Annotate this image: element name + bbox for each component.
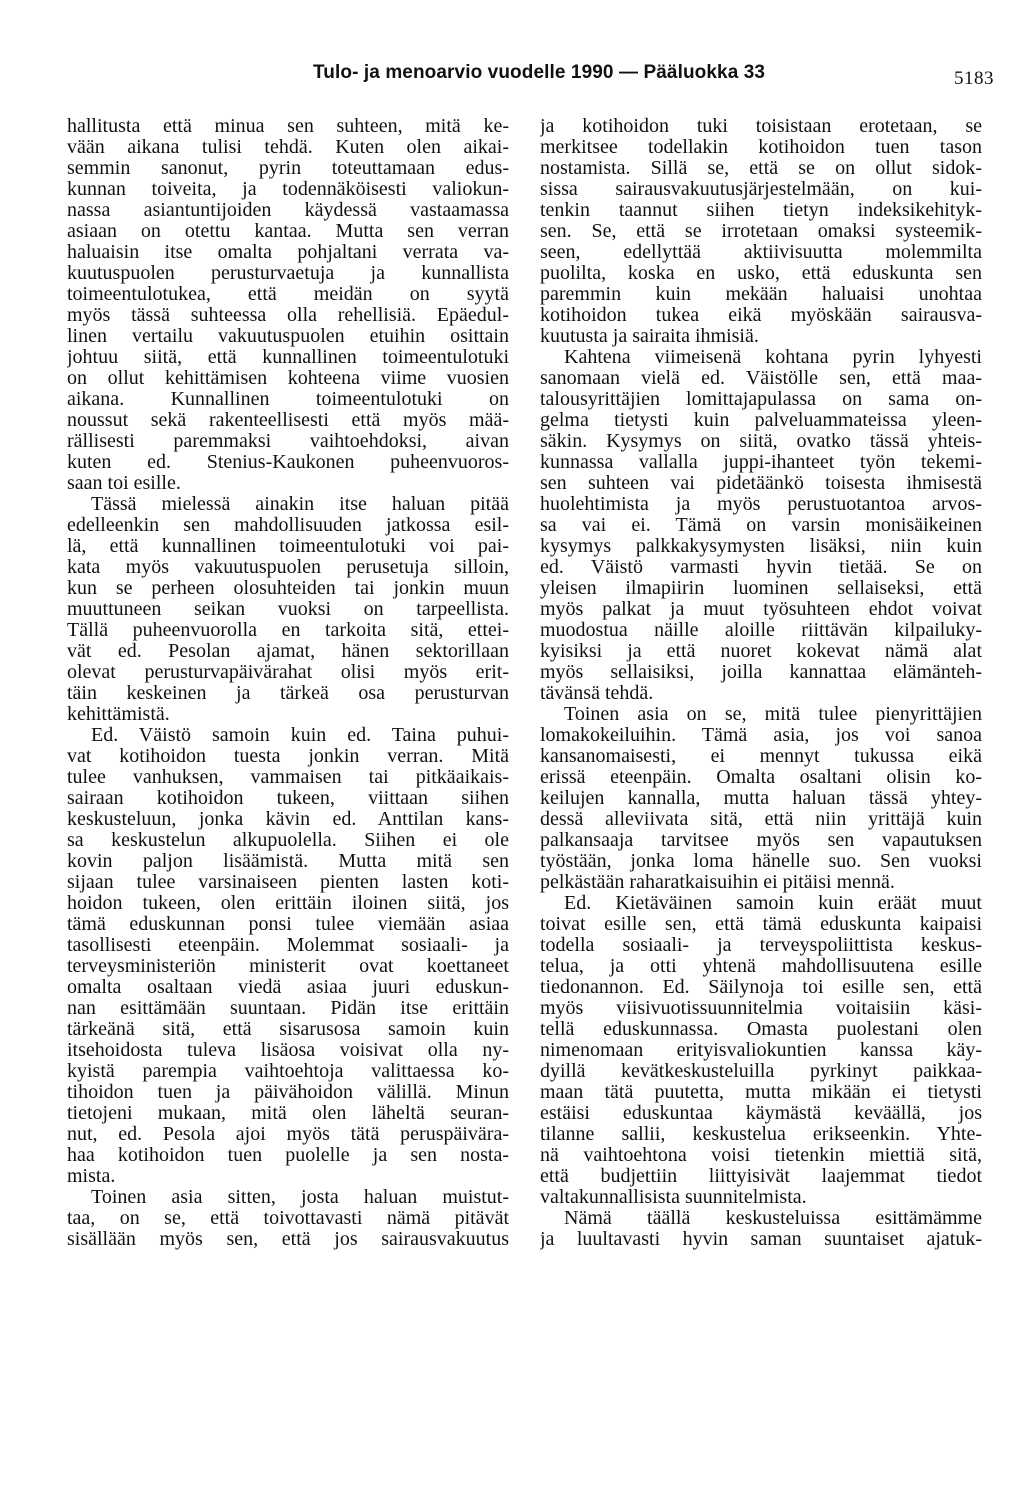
text-line: erissä eteenpäin. Omalta osaltani olisin ko-: [540, 767, 982, 788]
text-line: haa kotihoidon tuen puolelle ja sen nosta-: [67, 1145, 509, 1166]
text-line: nut, ed. Pesola ajoi myös tätä peruspäivära-: [67, 1124, 509, 1145]
text-line: tihoidon tuen ja päivähoidon välillä. Minun: [67, 1082, 509, 1103]
text-line: keskusteluun, jonka kävin ed. Anttilan kans-: [67, 809, 509, 830]
text-line: nassa asiantuntijoiden käydessä vastaamassa: [67, 200, 509, 221]
text-line: olevat perusturvapäivärahat olisi myös erit-: [67, 662, 509, 683]
text-line: gelma tietysti kuin palveluammateissa yleen-: [540, 410, 982, 431]
text-line: että budjettiin liittyisivät laajemmat tiedot: [540, 1166, 982, 1187]
text-line: kuutusta ja sairaita ihmisiä.: [540, 326, 759, 347]
text-line: tellä eduskunnassa. Omasta puolestani olen: [540, 1019, 982, 1040]
text-line: hoidon tukeen, olen erittäin iloinen siitä, jos: [67, 893, 509, 914]
text-line: Nämä täällä keskusteluissa esittämämme: [564, 1208, 982, 1229]
text-line: nimenomaan erityisvaliokuntien kanssa käy-: [540, 1040, 982, 1061]
text-line: kunnan toiveita, ja todennäköisesti valiokun-: [67, 179, 509, 200]
text-line: maan tätä puutetta, mutta mikään ei tietysti: [540, 1082, 982, 1103]
text-line: vään aikana tulisi tehdä. Kuten olen aikai-: [67, 137, 509, 158]
text-line: omalta osaltaan viedä asiaa juuri eduskun-: [67, 977, 509, 998]
text-line: ja kotihoidon tuki toisistaan erotetaan, se: [540, 116, 982, 137]
text-line: sa keskustelun alkupuolella. Siihen ei ole: [67, 830, 509, 851]
text-line: ed. Väistö varmasti hyvin tietää. Se on: [540, 557, 982, 578]
text-line: hallitusta että minua sen suhteen, mitä ke-: [67, 116, 509, 137]
text-line: lä, että kunnallinen toimeentulotuki voi pai-: [67, 536, 509, 557]
text-line: vät ed. Pesolan ajamat, hänen sektorillaan: [67, 641, 509, 662]
page-header: [0, 62, 1024, 92]
text-line: dessä alleviivata sitä, että niin yrittäjä kuin: [540, 809, 982, 830]
text-line: Tässä mielessä ainakin itse haluan pitää: [91, 494, 509, 515]
text-line: myös sellaisiksi, joilla kannattaa elämänteh-: [540, 662, 982, 683]
text-line: sa vai ei. Tämä on varsin monisäikeinen: [540, 515, 982, 536]
text-line: talousyrittäjien lomittajapulassa on sama on-: [540, 389, 982, 410]
text-line: sairaan kotihoidon tukeen, viittaan siihen: [67, 788, 509, 809]
text-line: aikana. Kunnallinen toimeentulotuki on: [67, 389, 509, 410]
text-line: taa, on se, että toivottavasti nämä pitävät: [67, 1208, 509, 1229]
right-text-column: [540, 116, 982, 1486]
text-line: merkitsee todellakin kotihoidon tuen tason: [540, 137, 982, 158]
text-line: sisällään myös sen, että jos sairausvakuutus: [67, 1229, 509, 1250]
text-line: edelleenkin sen mahdollisuuden jatkossa esil-: [67, 515, 509, 536]
text-line: kyistä parempia vaihtoehtoja valittaessa ko-: [67, 1061, 509, 1082]
text-line: Toinen asia sitten, josta haluan muistut-: [91, 1187, 509, 1208]
text-line: palkansaaja tarvitsee myös sen vapautuksen: [540, 830, 982, 851]
text-line: sijaan tulee varsinaiseen pienten lasten koti-: [67, 872, 509, 893]
text-line: sen. Se, että se irrotetaan omaksi systeemik-: [540, 221, 982, 242]
text-line: toimeentulotukea, että meidän on syytä: [67, 284, 509, 305]
text-line: sissa sairausvakuutusjärjestelmään, on kui-: [540, 179, 982, 200]
text-line: muodostua näille aloille riittävän kilpailuky-: [540, 620, 982, 641]
text-line: tärkeänä sitä, että sisarusosa samoin kuin: [67, 1019, 509, 1040]
text-line: todella sosiaali- ja terveyspoliittista keskus-: [540, 935, 982, 956]
text-line: täin keskeinen ja tärkeä osa perusturvan: [67, 683, 509, 704]
text-line: pelkästään raharatkaisuihin ei pitäisi mennä.: [540, 872, 895, 893]
text-line: seen, edellyttää aktiivisuutta molemmilta: [540, 242, 982, 263]
text-line: tiedonannon. Ed. Säilynoja toi esille sen, että: [540, 977, 982, 998]
text-line: myös tässä suhteessa olla rehellisiä. Epäedul-: [67, 305, 509, 326]
text-line: rällisesti paremmaksi vaihtoehdoksi, aivan: [67, 431, 509, 452]
text-line: säkin. Kysymys on siitä, ovatko tässä yhteis-: [540, 431, 982, 452]
text-line: asiaan on otettu kantaa. Mutta sen verran: [67, 221, 509, 242]
text-line: tietojeni mukaan, mitä olen läheltä seuran-: [67, 1103, 509, 1124]
text-line: nä vaihtoehtona voisi tietenkin miettiä sitä,: [540, 1145, 982, 1166]
text-line: tulee vanhuksen, vammaisen tai pitkäaikais-: [67, 767, 509, 788]
text-line: vat kotihoidon tuesta jonkin verran. Mitä: [67, 746, 509, 767]
text-line: telua, ja otti yhtenä mahdollisuutena esille: [540, 956, 982, 977]
text-line: ja luultavasti hyvin saman suuntaiset ajatuk-: [540, 1229, 982, 1250]
text-line: Tällä puheenvuorolla en tarkoita sitä, ettei-: [67, 620, 509, 641]
text-line: itsehoidosta tuleva lisäosa voisivat olla ny-: [67, 1040, 509, 1061]
running-title: Tulo- ja menoarvio vuodelle 1990 — Pääluokka 33: [313, 62, 766, 83]
text-line: kunnassa vallalla juppi-ihanteet työn tekemi-: [540, 452, 982, 473]
text-line: tävänsä tehdä.: [540, 683, 654, 704]
text-line: toivat esille sen, että tämä eduskunta kaipaisi: [540, 914, 982, 935]
text-line: linen vertailu vakuutuspuolen etuihin osittain: [67, 326, 509, 347]
text-line: Toinen asia on se, mitä tulee pienyrittäjien: [564, 704, 982, 725]
text-line: kansanomaisesti, ei mennyt tukussa eikä: [540, 746, 982, 767]
text-line: keilujen kannalla, mutta haluan tässä yhtey-: [540, 788, 982, 809]
text-line: myös viisivuotissuunnitelmia voitaisiin käsi-: [540, 998, 982, 1019]
text-line: semmin sanonut, pyrin toteuttamaan edus-: [67, 158, 509, 179]
text-line: huolehtimista ja myös perustuotantoa arvos-: [540, 494, 982, 515]
text-line: haluaisin itse omalta pohjaltani verrata va-: [67, 242, 509, 263]
text-line: myös palkat ja muut työsuhteen ehdot voivat: [540, 599, 982, 620]
text-line: estäisi eduskuntaa käymästä keväällä, jos: [540, 1103, 982, 1124]
text-line: nan esittämään suuntaan. Pidän itse erittäin: [67, 998, 509, 1019]
text-line: valtakunnallisista suunnitelmista.: [540, 1187, 807, 1208]
text-line: yleisen ilmapiirin luominen sellaiseksi, että: [540, 578, 982, 599]
text-line: tenkin taannut siihen tietyn indeksikehityk-: [540, 200, 982, 221]
text-line: Ed. Väistö samoin kuin ed. Taina puhui-: [91, 725, 509, 746]
left-text-column: [67, 116, 509, 1486]
text-line: johtuu siitä, että kunnallinen toimeentulotuki: [67, 347, 509, 368]
text-line: kuten ed. Stenius-Kaukonen puheenvuoros-: [67, 452, 509, 473]
text-line: Kahtena viimeisenä kohtana pyrin lyhyesti: [564, 347, 982, 368]
text-line: mista.: [67, 1166, 116, 1187]
page-number: 5183: [954, 68, 994, 89]
text-line: tämä eduskunnan ponsi tulee viemään asiaa: [67, 914, 509, 935]
text-line: nostamista. Sillä se, että se on ollut sidok-: [540, 158, 982, 179]
text-line: kysymys palkkakysymysten lisäksi, niin kuin: [540, 536, 982, 557]
text-line: kehittämistä.: [67, 704, 170, 725]
text-line: lomakokeiluihin. Tämä asia, jos voi sanoa: [540, 725, 982, 746]
text-line: paremmin kuin mekään haluaisi unohtaa: [540, 284, 982, 305]
text-line: puolilta, koska en usko, että eduskunta sen: [540, 263, 982, 284]
text-line: työstään, jonka loma hänelle suo. Sen vuoksi: [540, 851, 982, 872]
text-line: noussut sekä rakenteellisesti että myös mää-: [67, 410, 509, 431]
text-line: kotihoidon tukea eikä myöskään sairausva-: [540, 305, 982, 326]
text-line: terveysministeriön ministerit ovat koettaneet: [67, 956, 509, 977]
text-line: kata myös vakuutuspuolen perusetuja silloin,: [67, 557, 509, 578]
text-line: Ed. Kietäväinen samoin kuin eräät muut: [564, 893, 982, 914]
text-line: dyillä kevätkeskusteluilla pyrkinyt paikkaa-: [540, 1061, 982, 1082]
text-line: kyisiksi ja että nuoret kokevat nämä alat: [540, 641, 982, 662]
text-line: sanomaan vielä ed. Väistölle sen, että maa-: [540, 368, 982, 389]
text-line: kuutuspuolen perusturvaetuja ja kunnallista: [67, 263, 509, 284]
text-line: on ollut kehittämisen kohteena viime vuosien: [67, 368, 509, 389]
text-line: kovin paljon lisäämistä. Mutta mitä sen: [67, 851, 509, 872]
text-line: sen suhteen vai pidetäänkö toisesta ihmisestä: [540, 473, 982, 494]
text-line: saan toi esille.: [67, 473, 181, 494]
text-line: tasollisesti eteenpäin. Molemmat sosiaali- ja: [67, 935, 509, 956]
text-line: tilanne sallii, keskustelua erikseenkin. Yhte-: [540, 1124, 982, 1145]
text-line: kun se perheen olosuhteiden tai jonkin muun: [67, 578, 509, 599]
text-line: muuttuneen seikan vuoksi on tarpeellista.: [67, 599, 509, 620]
